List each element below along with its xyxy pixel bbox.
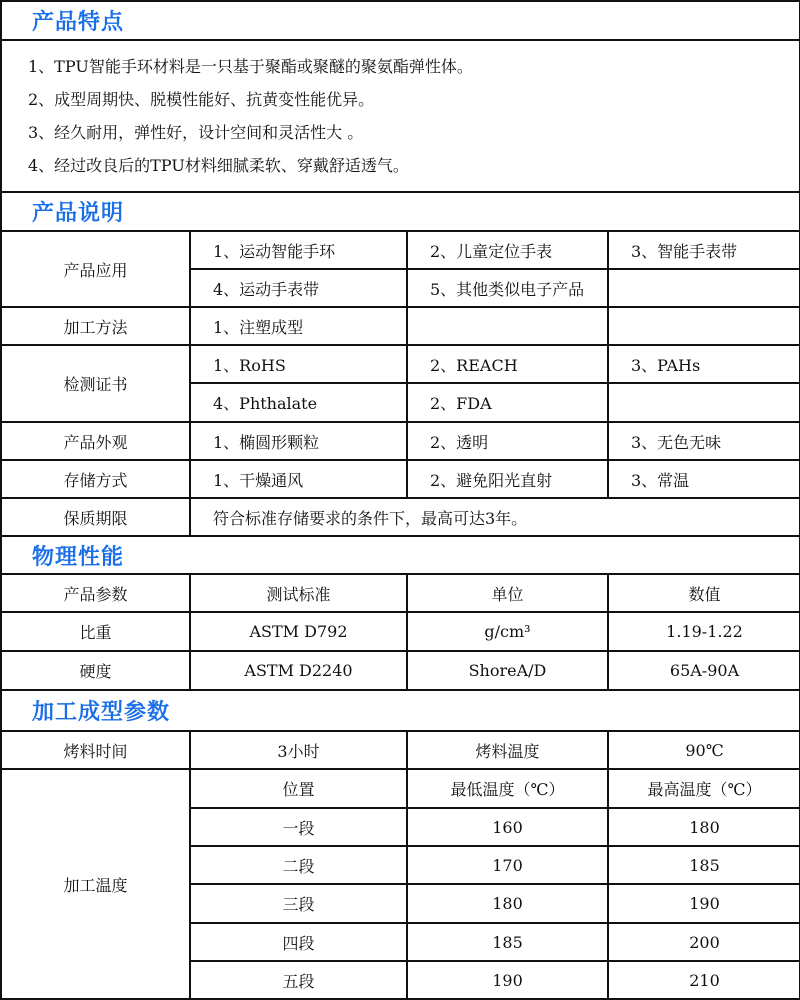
section-description-header bbox=[1, 192, 800, 231]
section-features-header bbox=[1, 1, 800, 40]
section-title: 加工成型参数 bbox=[1, 690, 800, 731]
column-header: 位置 bbox=[190, 769, 407, 808]
cell bbox=[608, 383, 800, 422]
cell: ASTM D792 bbox=[190, 612, 407, 651]
feature-item: 1、TPU智能手环材料是一只基于聚酯或聚醚的聚氨酯弹性体。 bbox=[28, 57, 473, 76]
cell: 1、注塑成型 bbox=[190, 307, 407, 345]
cell: 2、儿童定位手表 bbox=[407, 231, 608, 269]
cell: 5、其他类似电子产品 bbox=[407, 269, 608, 307]
table-row bbox=[1, 422, 800, 460]
cell: 4、运动手表带 bbox=[190, 269, 407, 307]
row-label: 产品应用 bbox=[1, 231, 190, 307]
row-label: 检测证书 bbox=[1, 345, 190, 422]
cell: 符合标准存储要求的条件下，最高可达3年。 bbox=[190, 498, 800, 536]
column-header: 测试标准 bbox=[190, 574, 407, 612]
column-header: 最低温度（℃） bbox=[407, 769, 608, 808]
feature-item: 3、经久耐用，弹性好，设计空间和灵活性大 。 bbox=[28, 123, 364, 142]
cell: 90℃ bbox=[608, 731, 800, 769]
cell: 160 bbox=[407, 808, 608, 846]
cell: 190 bbox=[407, 961, 608, 999]
table-row bbox=[1, 651, 800, 690]
cell: 210 bbox=[608, 961, 800, 999]
cell: 2、避免阳光直射 bbox=[407, 460, 608, 498]
cell: 四段 bbox=[190, 923, 407, 961]
cell: 比重 bbox=[1, 612, 190, 651]
cell: 200 bbox=[608, 923, 800, 961]
section-title: 产品特点 bbox=[1, 1, 800, 40]
cell: 3、常温 bbox=[608, 460, 800, 498]
cell: 3、无色无味 bbox=[608, 422, 800, 460]
cell: 180 bbox=[608, 808, 800, 846]
cell: 3、PAHs bbox=[608, 345, 800, 383]
cell: ShoreA/D bbox=[407, 651, 608, 690]
cell: 三段 bbox=[190, 884, 407, 923]
feature-item: 4、经过改良后的TPU材料细腻柔软、穿戴舒适透气。 bbox=[28, 156, 409, 175]
table-row bbox=[1, 345, 800, 383]
table-row bbox=[1, 498, 800, 536]
cell: 185 bbox=[608, 846, 800, 884]
cell: 1、运动智能手环 bbox=[190, 231, 407, 269]
cell: g/cm³ bbox=[407, 612, 608, 651]
section-title: 产品说明 bbox=[1, 192, 800, 231]
row-label: 加工方法 bbox=[1, 307, 190, 345]
feature-item: 2、成型周期快、脱模性能好、抗黄变性能优异。 bbox=[28, 90, 375, 109]
cell: 1、干燥通风 bbox=[190, 460, 407, 498]
column-header: 产品参数 bbox=[1, 574, 190, 612]
cell: 烤料时间 bbox=[1, 731, 190, 769]
table-header-row bbox=[1, 769, 800, 808]
cell: 二段 bbox=[190, 846, 407, 884]
cell bbox=[407, 307, 608, 345]
table-row bbox=[1, 460, 800, 498]
cell: 190 bbox=[608, 884, 800, 923]
cell: 烤料温度 bbox=[407, 731, 608, 769]
row-label: 加工温度 bbox=[1, 769, 190, 999]
cell bbox=[608, 307, 800, 345]
cell: 五段 bbox=[190, 961, 407, 999]
section-molding-header bbox=[1, 690, 800, 731]
row-label: 存储方式 bbox=[1, 460, 190, 498]
cell: 硬度 bbox=[1, 651, 190, 690]
cell: 3、智能手表带 bbox=[608, 231, 800, 269]
cell: 1、RoHS bbox=[190, 345, 407, 383]
table-row bbox=[1, 612, 800, 651]
cell: 1.19-1.22 bbox=[608, 612, 800, 651]
table-row bbox=[1, 231, 800, 269]
cell: 180 bbox=[407, 884, 608, 923]
row-label: 产品外观 bbox=[1, 422, 190, 460]
table-row bbox=[1, 307, 800, 345]
cell: ASTM D2240 bbox=[190, 651, 407, 690]
table-header-row bbox=[1, 574, 800, 612]
row-label: 保质期限 bbox=[1, 498, 190, 536]
section-physical-header bbox=[1, 536, 800, 574]
column-header: 数值 bbox=[608, 574, 800, 612]
column-header: 单位 bbox=[407, 574, 608, 612]
features-list bbox=[1, 40, 800, 192]
cell bbox=[608, 269, 800, 307]
cell: 一段 bbox=[190, 808, 407, 846]
cell: 2、FDA bbox=[407, 383, 608, 422]
cell: 170 bbox=[407, 846, 608, 884]
cell: 4、Phthalate bbox=[190, 383, 407, 422]
cell: 2、REACH bbox=[407, 345, 608, 383]
cell: 1、椭圆形颗粒 bbox=[190, 422, 407, 460]
section-title: 物理性能 bbox=[1, 536, 800, 574]
cell: 65A-90A bbox=[608, 651, 800, 690]
cell: 3小时 bbox=[190, 731, 407, 769]
cell: 185 bbox=[407, 923, 608, 961]
cell: 2、透明 bbox=[407, 422, 608, 460]
column-header: 最高温度（℃） bbox=[608, 769, 800, 808]
table-row bbox=[1, 731, 800, 769]
